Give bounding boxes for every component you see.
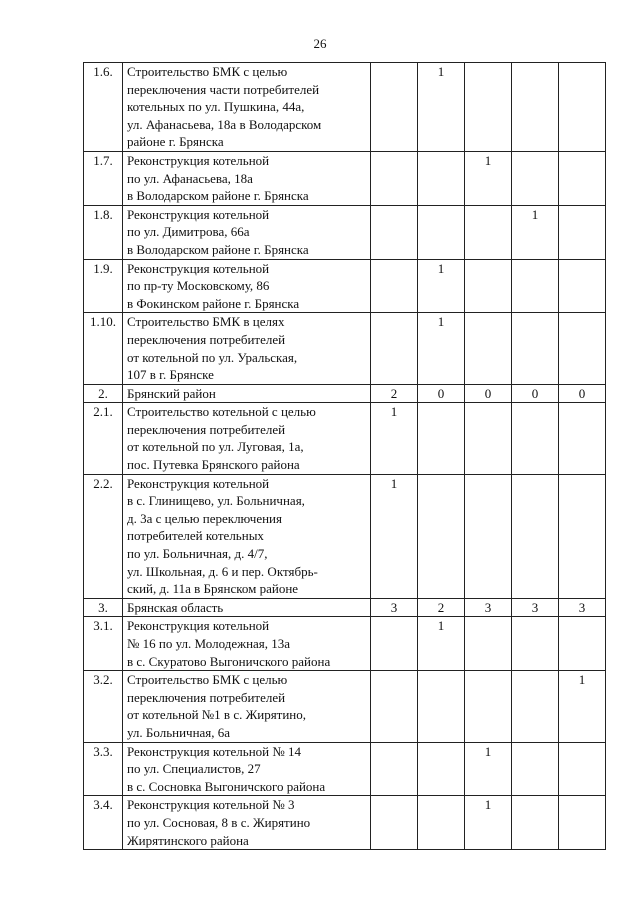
- value-cell: 2: [371, 384, 418, 403]
- value-cell: [559, 63, 606, 152]
- value-cell: [559, 617, 606, 671]
- table-row: [84, 742, 606, 796]
- row-number-cell: 2.: [84, 384, 123, 403]
- table-row: [84, 598, 606, 617]
- value-cell: 3: [512, 598, 559, 617]
- value-cell: [465, 474, 512, 598]
- value-cell: [512, 259, 559, 313]
- value-cell: [371, 63, 418, 152]
- value-cell: [512, 151, 559, 205]
- value-cell: [512, 403, 559, 474]
- table-row: [84, 151, 606, 205]
- value-cell: [559, 474, 606, 598]
- row-number-cell: 1.9.: [84, 259, 123, 313]
- value-cell: [465, 63, 512, 152]
- value-cell: [512, 742, 559, 796]
- value-cell: [371, 796, 418, 850]
- value-cell: [418, 474, 465, 598]
- description-cell: Реконструкция котельной № 16 по ул. Молодежная, 13а в с. Скуратово Выгоничского района: [123, 617, 371, 671]
- description-cell: Строительство котельной с целью переключения потребителей от котельной по ул. Луговая, 1а, пос. Путевка Брянского района: [123, 403, 371, 474]
- row-number-cell: 1.6.: [84, 63, 123, 152]
- value-cell: 0: [512, 384, 559, 403]
- table-row: [84, 384, 606, 403]
- description-cell: Реконструкция котельной в с. Глинищево, ул. Больничная, д. 3а с целью переключения потребителей котельных по ул. Больничная, д. 4/7, ул. Школьная, д. 6 и пер. Октябрь- ский, д. 11а в Брянском районе: [123, 474, 371, 598]
- value-cell: [371, 671, 418, 742]
- row-number-cell: 2.1.: [84, 403, 123, 474]
- value-cell: 2: [418, 598, 465, 617]
- value-cell: [418, 151, 465, 205]
- value-cell: [512, 63, 559, 152]
- row-number-cell: 1.8.: [84, 205, 123, 259]
- table-row: [84, 671, 606, 742]
- description-cell: Реконструкция котельной № 14 по ул. Специалистов, 27 в с. Сосновка Выгоничского района: [123, 742, 371, 796]
- value-cell: [418, 403, 465, 474]
- table-row: [84, 63, 606, 152]
- description-cell: Брянская область: [123, 598, 371, 617]
- table-row: [84, 796, 606, 850]
- row-number-cell: 2.2.: [84, 474, 123, 598]
- table-body: [84, 63, 606, 850]
- row-number-cell: 1.7.: [84, 151, 123, 205]
- value-cell: 3: [465, 598, 512, 617]
- value-cell: [465, 617, 512, 671]
- value-cell: 1: [418, 313, 465, 384]
- value-cell: 1: [418, 259, 465, 313]
- table-row: [84, 259, 606, 313]
- value-cell: [418, 796, 465, 850]
- value-cell: [559, 742, 606, 796]
- value-cell: [512, 474, 559, 598]
- value-cell: 1: [559, 671, 606, 742]
- value-cell: 3: [559, 598, 606, 617]
- value-cell: [512, 313, 559, 384]
- description-cell: Строительство БМК с целью переключения части потребителей котельных по ул. Пушкина, 44а, ул. Афанасьева, 18а в Володарском районе г. Брянска: [123, 63, 371, 152]
- value-cell: 1: [512, 205, 559, 259]
- description-cell: Брянский район: [123, 384, 371, 403]
- value-cell: 0: [559, 384, 606, 403]
- value-cell: [559, 259, 606, 313]
- value-cell: 3: [371, 598, 418, 617]
- value-cell: 0: [418, 384, 465, 403]
- value-cell: [559, 205, 606, 259]
- table-row: [84, 617, 606, 671]
- value-cell: [371, 742, 418, 796]
- table-row: [84, 403, 606, 474]
- value-cell: 1: [465, 796, 512, 850]
- value-cell: [512, 796, 559, 850]
- value-cell: [512, 671, 559, 742]
- table-row: [84, 313, 606, 384]
- row-number-cell: 1.10.: [84, 313, 123, 384]
- row-number-cell: 3.2.: [84, 671, 123, 742]
- value-cell: [371, 313, 418, 384]
- value-cell: [465, 671, 512, 742]
- value-cell: [512, 617, 559, 671]
- description-cell: Реконструкция котельной по ул. Димитрова, 66а в Володарском районе г. Брянска: [123, 205, 371, 259]
- value-cell: [371, 617, 418, 671]
- value-cell: [371, 259, 418, 313]
- value-cell: 1: [418, 617, 465, 671]
- projects-table: [83, 62, 606, 850]
- value-cell: 1: [465, 742, 512, 796]
- description-cell: Реконструкция котельной по пр-ту Московскому, 86 в Фокинском районе г. Брянска: [123, 259, 371, 313]
- value-cell: 0: [465, 384, 512, 403]
- value-cell: [418, 671, 465, 742]
- description-cell: Реконструкция котельной № 3 по ул. Сосновая, 8 в с. Жирятино Жирятинского района: [123, 796, 371, 850]
- value-cell: [465, 259, 512, 313]
- value-cell: [465, 403, 512, 474]
- row-number-cell: 3.1.: [84, 617, 123, 671]
- value-cell: [371, 205, 418, 259]
- value-cell: [418, 742, 465, 796]
- row-number-cell: 3.4.: [84, 796, 123, 850]
- value-cell: [418, 205, 465, 259]
- row-number-cell: 3.3.: [84, 742, 123, 796]
- page-number: 26: [313, 36, 327, 51]
- value-cell: [559, 313, 606, 384]
- value-cell: 1: [371, 403, 418, 474]
- value-cell: 1: [465, 151, 512, 205]
- table-row: [84, 205, 606, 259]
- description-cell: Строительство БМК в целях переключения потребителей от котельной по ул. Уральская, 107 в г. Брянске: [123, 313, 371, 384]
- value-cell: [559, 796, 606, 850]
- value-cell: [465, 205, 512, 259]
- row-number-cell: 3.: [84, 598, 123, 617]
- value-cell: [559, 151, 606, 205]
- description-cell: Реконструкция котельной по ул. Афанасьева, 18а в Володарском районе г. Брянска: [123, 151, 371, 205]
- value-cell: [465, 313, 512, 384]
- value-cell: 1: [371, 474, 418, 598]
- value-cell: [559, 403, 606, 474]
- table-row: [84, 474, 606, 598]
- value-cell: [371, 151, 418, 205]
- description-cell: Строительство БМК с целью переключения потребителей от котельной №1 в с. Жирятино, ул. Больничная, 6а: [123, 671, 371, 742]
- value-cell: 1: [418, 63, 465, 152]
